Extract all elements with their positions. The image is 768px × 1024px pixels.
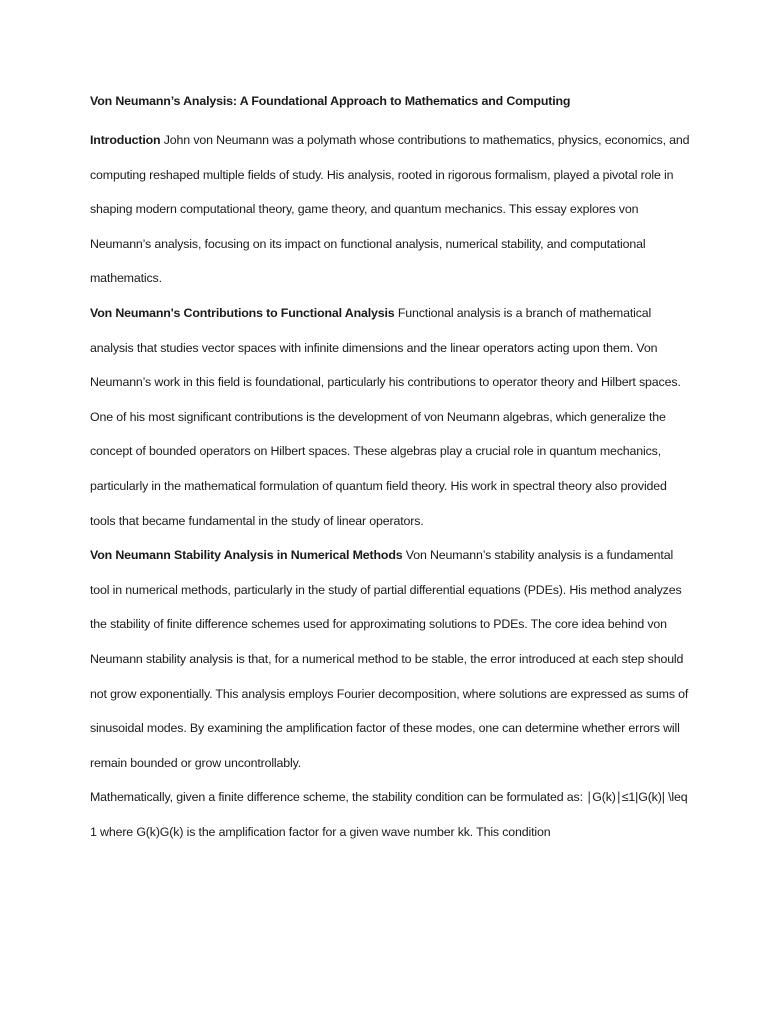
paragraph-text: John von Neumann was a polymath whose contributions to mathematics, physics, economics, and computing reshaped multiple fields of study. His analysis, rooted in rigorous formalism, played a pivotal role in shaping modern computational theory, game theory, and quantum mechanics. This essay explores von Neumann’s analysis, focusing on its impact on functional analysis, numerical stability, and computational mathematics. xyxy=(90,133,690,286)
document-body xyxy=(90,88,690,849)
paragraph-heading: Von Neumann's Contributions to Functional Analysis xyxy=(90,305,395,320)
paragraph-text: Von Neumann’s stability analysis is a fundamental tool in numerical methods, particularly in the study of partial differential equations (PDEs). His method analyzes the stability of finite difference schemes used for approximating solutions to PDEs. The core idea behind von Neumann stability analysis is that, for a numerical method to be stable, the error introduced at each step should not grow exponentially. This analysis employs Fourier decomposition, where solutions are expressed as sums of sinusoidal modes. By examining the amplification factor of these modes, one can determine whether errors will remain bounded or grow uncontrollably. xyxy=(90,548,689,770)
paragraph-stability-condition xyxy=(90,780,690,849)
paragraph-heading: Introduction xyxy=(90,133,161,147)
document-title: Von Neumann’s Analysis: A Foundational Approach to Mathematics and Computing xyxy=(90,94,571,108)
paragraph-heading: Von Neumann Stability Analysis in Numerical Methods xyxy=(90,548,403,563)
paragraph-text: Mathematically, given a finite difference scheme, the stability condition can be formulated as: ∣G(k)∣≤1|G(k)| \leq 1 where G(k)G(k) is the amplification factor for a given wave number kk. This condition xyxy=(90,790,688,839)
paragraph-stability-analysis xyxy=(90,538,690,780)
paragraph-text: Functional analysis is a branch of mathematical analysis that studies vector spaces with infinite dimensions and the linear operators acting upon them. Von Neumann’s work in this field is foundational, particularly his contributions to operator theory and Hilbert spaces. xyxy=(90,305,681,390)
paragraph-introduction xyxy=(90,123,690,296)
paragraph-von-neumann-algebras xyxy=(90,400,690,538)
paragraph-functional-analysis xyxy=(90,296,690,400)
paragraph-text: One of his most significant contributions is the development of von Neumann algebras, which generalize the concept of bounded operators on Hilbert spaces. These algebras play a crucial role in quantum mechanics, particularly in the mathematical formulation of quantum field theory. His work in spectral theory also provided tools that became fundamental in the study of linear operators. xyxy=(90,409,667,528)
